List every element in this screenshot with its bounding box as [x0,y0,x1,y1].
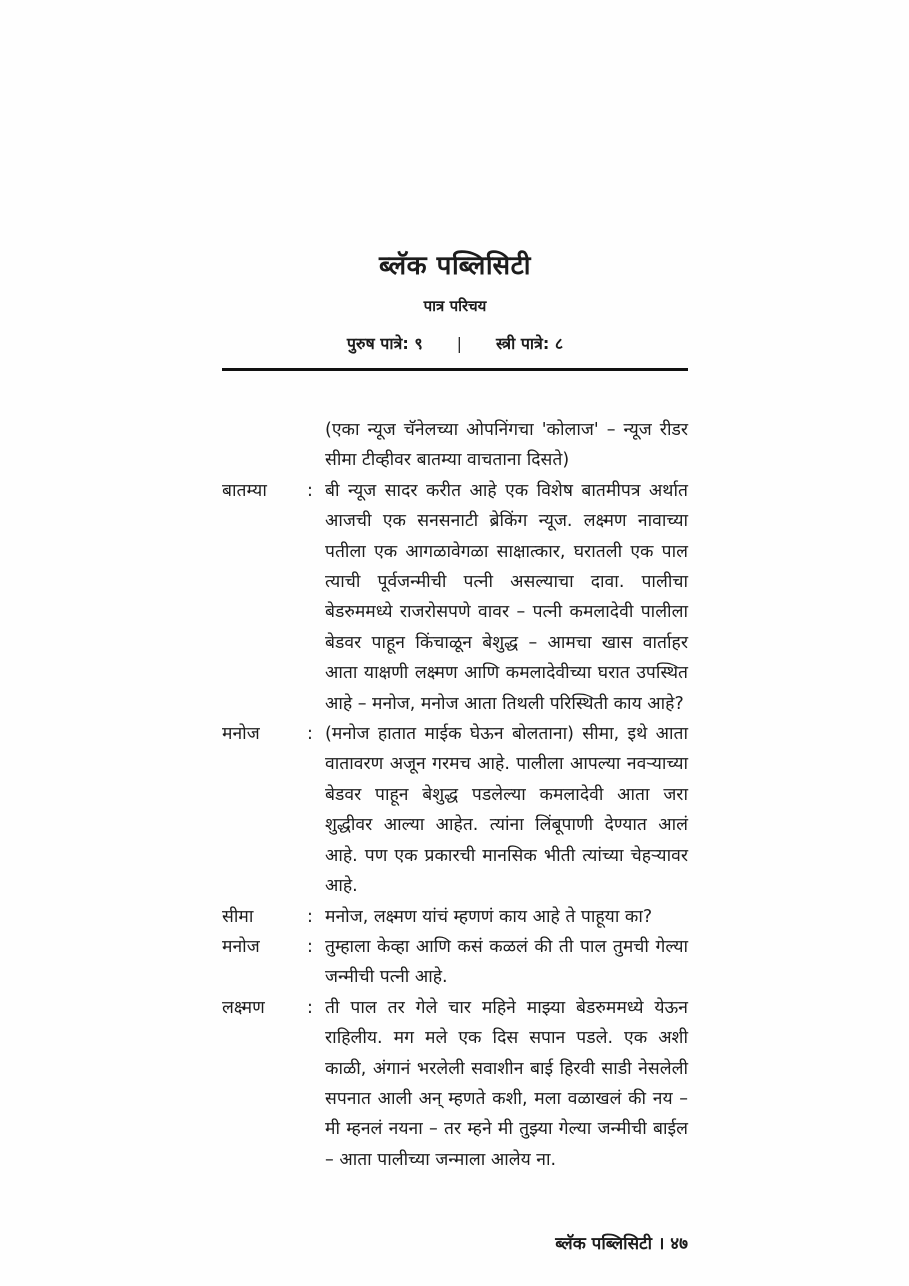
dialogue-text: ती पाल तर गेले चार महिने माझ्या बेडरुममध्ये येऊन राहिलीय. मग मले एक दिस सपान पडले. एक अशी काळी, अंगानं भरलेली सवाशीन बाई हिरवी साडी नेसलेली सपनात आली अन् म्हणते कशी, मला वळाखलं की नय – मी म्हनलं नयना – तर म्हने मी तुझ्या गेल्या जन्मीची बाईल – आता पालीच्या जन्माला आलेय ना. [325,997,688,1170]
speaker-name: सीमा [222,906,254,927]
page-title: ब्लॅक पब्लिसिटी [379,251,531,281]
female-cast-count: स्त्री पात्रे: ८ [496,334,564,353]
horizontal-rule [222,368,688,371]
colon-separator: : [307,906,313,927]
page-footer: ब्लॅक पब्लिसिटी । ४७ [555,1234,688,1255]
dialogue-text: मनोज, लक्ष्मण यांचं म्हणणं काय आहे ते पाहूया का? [325,906,653,927]
dialogue-row [222,932,688,993]
dialogue-text: तुम्हाला केव्हा आणि कसं कळलं की ती पाल तुमची गेल्या जन्मीची पत्नी आहे. [325,936,688,988]
page-subtitle: पात्र परिचय [423,297,487,315]
colon-separator: : [307,936,313,957]
colon-separator: : [307,724,313,745]
cast-divider: | [456,334,463,353]
colon-separator: : [307,997,313,1018]
dialogue-row [222,902,688,932]
stage-direction: (एका न्यूज चॅनेलच्या ओपनिंगचा 'कोलाज' – न्यूज रीडर सीमा टीव्हीवर बातम्या वाचताना दिसते) [325,420,688,471]
male-cast-count: पुरुष पात्रे: ९ [346,334,423,353]
speaker-name: मनोज [222,936,260,957]
speaker-name: लक्ष्मण [222,997,265,1018]
colon-separator: : [307,480,313,501]
page-content [222,246,688,1254]
dialogue-row [222,476,688,719]
dialogue-row [222,719,688,901]
speaker-name: बातम्या [222,480,267,501]
dialogue-text: बी न्यूज सादर करीत आहे एक विशेष बातमीपत्र अर्थात आजची एक सनसनाटी ब्रेकिंग न्यूज. लक्ष्मण नावाच्या पतीला एक आगळावेगळा साक्षात्कार, घरातली एक पाल त्याची पूर्वजन्मीची पत्नी असल्याचा दावा. पालीचा बेडरुममध्ये राजरोसपणे वावर – पत्नी कमलादेवी पालीला बेडवर पाहून किंचाळून बेशुद्ध – आमचा खास वार्ताहर आता याक्षणी लक्ष्मण आणि कमलादेवीच्या घरात उपस्थित आहे – मनोज, मनोज आता तिथली परिस्थिती काय आहे? [325,480,688,714]
speaker-name: मनोज [222,724,260,745]
dialogue-row [222,993,688,1175]
cast-count-line [222,332,688,354]
dialogue-text: (मनोज हातात माईक घेऊन बोलताना) सीमा, इथे आता वातावरण अजून गरमच आहे. पालीला आपल्या नवऱ्याच्या बेडवर पाहून बेशुद्ध पडलेल्या कमलादेवी आता जरा शुद्धीवर आल्या आहेत. त्यांना लिंबूपाणी देण्यात आलं आहे. पण एक प्रकारची मानसिक भीती त्यांच्या चेहऱ्यावर आहे. [325,724,688,897]
script-body [222,415,688,1175]
title-block [222,246,688,371]
